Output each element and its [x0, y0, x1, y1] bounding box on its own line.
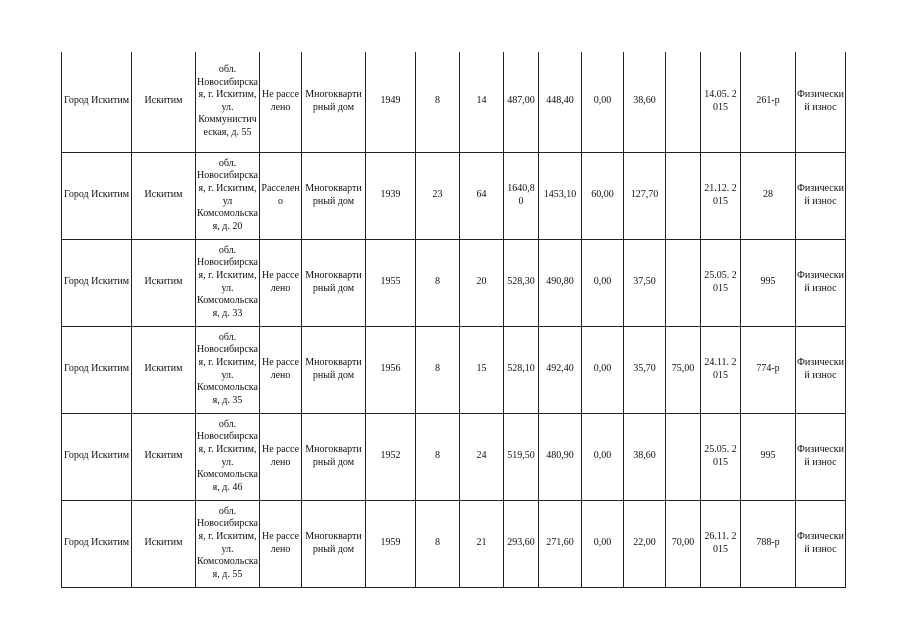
settlement-cell: Город Искитим [62, 500, 132, 587]
status-cell: Не расселено [260, 413, 302, 500]
year-cell: 1939 [366, 152, 416, 239]
area-c-cell [666, 52, 701, 152]
settlement-cell: Город Искитим [62, 152, 132, 239]
date-cell: 25.05. 2015 [701, 239, 741, 326]
settlement-cell: Город Искитим [62, 239, 132, 326]
residents-cell: 8 [416, 52, 460, 152]
doc-number-cell: 261-р [741, 52, 796, 152]
address-cell: обл. Новосибирская, г. Искитим, ул Комсомольская, д. 20 [196, 152, 260, 239]
residents-cell: 23 [416, 152, 460, 239]
persons-cell: 21 [460, 500, 504, 587]
area-a-cell: 0,00 [582, 239, 624, 326]
reason-cell: Физический износ [796, 152, 846, 239]
year-cell: 1949 [366, 52, 416, 152]
housing-table [61, 52, 846, 588]
area-b-cell: 127,70 [624, 152, 666, 239]
doc-number-cell: 28 [741, 152, 796, 239]
area-total-cell: 528,10 [504, 326, 539, 413]
address-cell: обл. Новосибирская, г. Искитим, ул. Комсомольская, д. 33 [196, 239, 260, 326]
area-c-cell: 70,00 [666, 500, 701, 587]
area-total-cell: 293,60 [504, 500, 539, 587]
doc-number-cell: 995 [741, 413, 796, 500]
area-living-cell: 448,40 [539, 52, 582, 152]
residents-cell: 8 [416, 239, 460, 326]
table-row [62, 52, 846, 152]
area-living-cell: 271,60 [539, 500, 582, 587]
area-c-cell: 75,00 [666, 326, 701, 413]
date-cell: 24.11. 2015 [701, 326, 741, 413]
district-cell: Искитим [132, 52, 196, 152]
area-b-cell: 38,60 [624, 52, 666, 152]
date-cell: 14.05. 2015 [701, 52, 741, 152]
area-a-cell: 0,00 [582, 413, 624, 500]
area-living-cell: 490,80 [539, 239, 582, 326]
building-type-cell: Многоквартирный дом [302, 239, 366, 326]
date-cell: 26.11. 2015 [701, 500, 741, 587]
status-cell: Расселено [260, 152, 302, 239]
district-cell: Искитим [132, 152, 196, 239]
reason-cell: Физический износ [796, 239, 846, 326]
persons-cell: 15 [460, 326, 504, 413]
address-cell: обл. Новосибирская, г. Искитим, ул. Комсомольская, д. 55 [196, 500, 260, 587]
area-living-cell: 1453,10 [539, 152, 582, 239]
persons-cell: 64 [460, 152, 504, 239]
area-b-cell: 22,00 [624, 500, 666, 587]
address-cell: обл. Новосибирская, г. Искитим, ул. Комсомольская, д. 35 [196, 326, 260, 413]
status-cell: Не расселено [260, 52, 302, 152]
doc-number-cell: 788-р [741, 500, 796, 587]
area-total-cell: 519,50 [504, 413, 539, 500]
residents-cell: 8 [416, 413, 460, 500]
settlement-cell: Город Искитим [62, 413, 132, 500]
area-b-cell: 38,60 [624, 413, 666, 500]
area-living-cell: 480,90 [539, 413, 582, 500]
reason-cell: Физический износ [796, 326, 846, 413]
date-cell: 25.05. 2015 [701, 413, 741, 500]
area-a-cell: 0,00 [582, 326, 624, 413]
settlement-cell: Город Искитим [62, 326, 132, 413]
building-type-cell: Многоквартирный дом [302, 52, 366, 152]
persons-cell: 14 [460, 52, 504, 152]
building-type-cell: Многоквартирный дом [302, 413, 366, 500]
area-c-cell [666, 413, 701, 500]
reason-cell: Физический износ [796, 52, 846, 152]
area-b-cell: 35,70 [624, 326, 666, 413]
table-row [62, 239, 846, 326]
area-living-cell: 492,40 [539, 326, 582, 413]
area-a-cell: 60,00 [582, 152, 624, 239]
district-cell: Искитим [132, 500, 196, 587]
settlement-cell: Город Искитим [62, 52, 132, 152]
district-cell: Искитим [132, 413, 196, 500]
reason-cell: Физический износ [796, 500, 846, 587]
persons-cell: 20 [460, 239, 504, 326]
area-c-cell [666, 152, 701, 239]
area-total-cell: 1640,80 [504, 152, 539, 239]
table-row [62, 500, 846, 587]
year-cell: 1959 [366, 500, 416, 587]
address-cell: обл. Новосибирская, г. Искитим, ул. Коммунистическая, д. 55 [196, 52, 260, 152]
persons-cell: 24 [460, 413, 504, 500]
table-row [62, 326, 846, 413]
district-cell: Искитим [132, 239, 196, 326]
doc-number-cell: 995 [741, 239, 796, 326]
residents-cell: 8 [416, 500, 460, 587]
date-cell: 21.12. 2015 [701, 152, 741, 239]
building-type-cell: Многоквартирный дом [302, 500, 366, 587]
area-total-cell: 487,00 [504, 52, 539, 152]
area-b-cell: 37,50 [624, 239, 666, 326]
year-cell: 1955 [366, 239, 416, 326]
area-a-cell: 0,00 [582, 52, 624, 152]
building-type-cell: Многоквартирный дом [302, 152, 366, 239]
district-cell: Искитим [132, 326, 196, 413]
building-type-cell: Многоквартирный дом [302, 326, 366, 413]
area-total-cell: 528,30 [504, 239, 539, 326]
address-cell: обл. Новосибирская, г. Искитим, ул. Комсомольская, д. 46 [196, 413, 260, 500]
status-cell: Не расселено [260, 239, 302, 326]
year-cell: 1952 [366, 413, 416, 500]
table-row [62, 413, 846, 500]
area-c-cell [666, 239, 701, 326]
status-cell: Не расселено [260, 326, 302, 413]
doc-number-cell: 774-р [741, 326, 796, 413]
status-cell: Не расселено [260, 500, 302, 587]
year-cell: 1956 [366, 326, 416, 413]
area-a-cell: 0,00 [582, 500, 624, 587]
residents-cell: 8 [416, 326, 460, 413]
table-row [62, 152, 846, 239]
reason-cell: Физический износ [796, 413, 846, 500]
